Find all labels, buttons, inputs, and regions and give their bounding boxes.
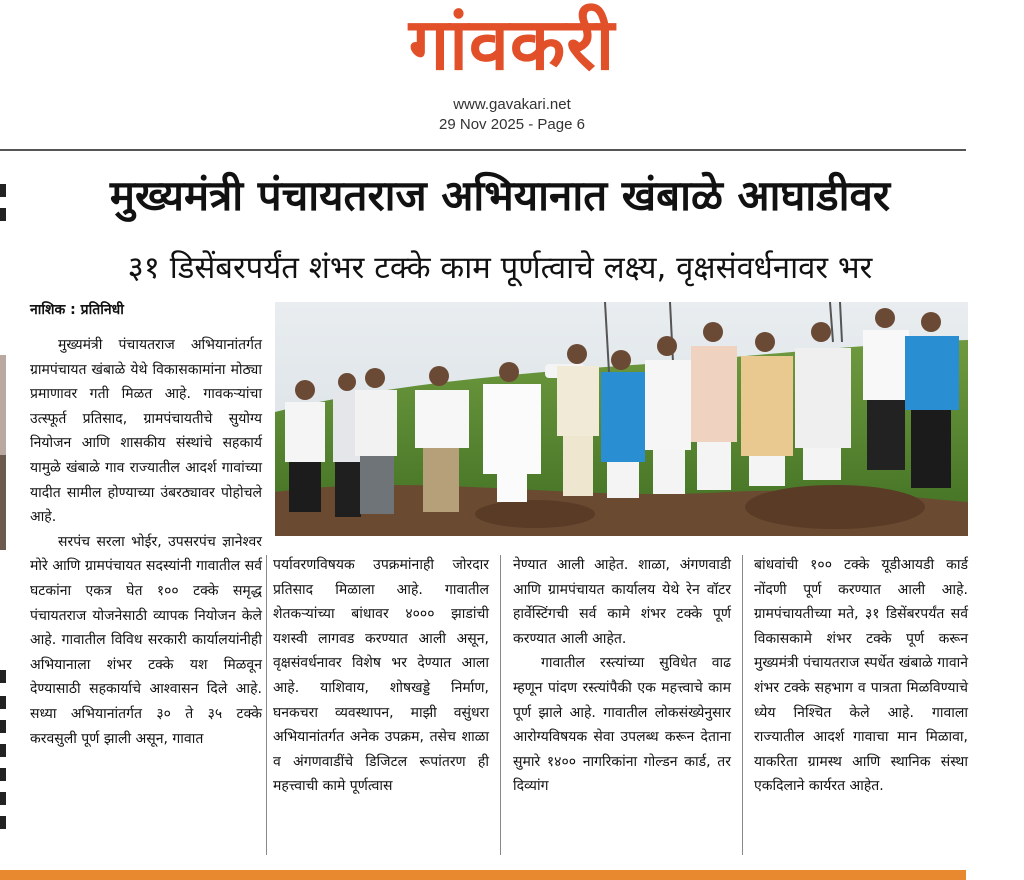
paragraph: पर्यावरणविषयक उपक्रमांनाही जोरदार प्रतिसाद मिळाला आहे. गावातील शेतकऱ्यांच्या बांधावर ४००० झाडांची यशस्वी लागवड करण्यात आली असून, वृक्षसंवर्धनावर विशेष भर देण्यात आला आहे. याशिवाय, शोषखड्डे निर्माण, घनकचरा व्यवस्थापन, माझी वसुंधरा अभियानांतर्गत अनेक उपक्रम, तसेच शाळा व अंगणवाडींचे डिजिटल रूपांतरण ही महत्त्वाची कामे पूर्णत्वास [273,557,489,795]
paragraph: नेण्यात आली आहेत. शाळा, अंगणवाडी आणि ग्रामपंचायत कार्यालय येथे रेन वॉटर हार्वेस्टिंगची सर्व कामे शंभर टक्के पूर्ण करण्यात आली आहेत. [513,557,731,647]
article-subheadline: ३१ डिसेंबरपर्यंत शंभर टक्के काम पूर्णत्वाचे लक्ष्य, वृक्षसंवर्धनावर भर [127,250,873,286]
cut-text-mark [0,696,6,709]
cut-text-mark [0,768,6,781]
text-column-4 [754,553,968,799]
article-headline: मुख्यमंत्री पंचायतराज अभियानात खंबाळे आघाडीवर [109,171,891,220]
column-rule [742,555,743,855]
text-column-3 [513,553,731,799]
column-rule [266,555,267,855]
cut-text-mark [0,816,6,829]
photo-illustration [275,302,968,536]
adjacent-photo-edge [0,455,6,550]
cut-text-mark [0,670,6,683]
bottom-color-bar [0,870,966,880]
adjacent-photo-edge [0,355,6,455]
paragraph: सरपंच सरला भोईर, उपसरपंच ज्ञानेश्वर मोरे आणि ग्रामपंचायत सदस्यांनी गावातील सर्व घटकांना एकत्र घेत १०० टक्के समृद्ध पंचायतराज योजनेसाठी व्यापक नियोजन केले आहे. गावातील विविध सरकारी कार्यालयांनीही अभियानाला शंभर टक्के यश मिळवून देण्यासाठी सहकार्याचे आश्वासन दिले आहे. सध्या अभियानांतर्गत ३० ते ३५ टक्के करवसुली पूर्ण झाली असून, गावात [30,533,262,747]
text-column-1 [30,333,262,751]
cut-text-mark [0,792,6,805]
paragraph: बांधवांची १०० टक्के यूडीआयडी कार्ड नोंदणी पूर्ण करण्यात आली आहे. ग्रामपंचायतीच्या मते, ३१ डिसेंबरपर्यंत सर्व विकासकामे शंभर टक्के पूर्ण करून मुख्यमंत्री पंचायतराज स्पर्धेत खंबाळे गावाने शंभर टक्के सहभाग व पात्रता मिळविण्याचे ध्येय निश्चित केले आहे. गावाला राज्यातील आदर्श गावाचा मान मिळावा, याकरिता ग्रामस्थ आणि स्थानिक संस्था एकदिलाने कार्यरत आहेत. [754,557,968,795]
website-url[interactable]: www.gavakari.net [453,96,571,113]
newspaper-logo[interactable]: गांवकरी [408,2,616,86]
byline: नाशिक : प्रतिनिधी [30,302,124,318]
top-divider [0,149,966,151]
text-column-2 [273,553,489,799]
paragraph: गावातील रस्त्यांच्या सुविधेत वाढ म्हणून पांदण रस्त्यांपैकी एक महत्त्वाचे काम पूर्ण झाले आहे. गावातील लोकसंख्येनुसार आरोग्यविषयक सेवा उपलब्ध करून देताना सुमारे १४०० नागरिकांना गोल्डन कार्ड, तर दिव्यांग [513,655,731,795]
cut-text-mark [0,720,6,733]
cut-text-mark [0,744,6,757]
column-rule [500,555,501,855]
paragraph: मुख्यमंत्री पंचायतराज अभियानांतर्गत ग्रामपंचायत खंबाळे येथे विकासकामांना मोठ्या प्रमाणावर गती मिळत आहे. गावकऱ्यांचा उत्स्फूर्त प्रतिसाद, ग्रामपंचायतीचे सुयोग्य नियोजन आणि शासकीय संस्थांचे सहकार्य यामुळे खंबाळे गाव राज्यातील आदर्श गावांच्या यादीत सामील होण्याच्या उंबरठ्यावर पोहोचले आहे. [30,337,262,526]
date-page-line: 29 Nov 2025 - Page 6 [439,116,585,133]
article-photo [275,302,968,536]
